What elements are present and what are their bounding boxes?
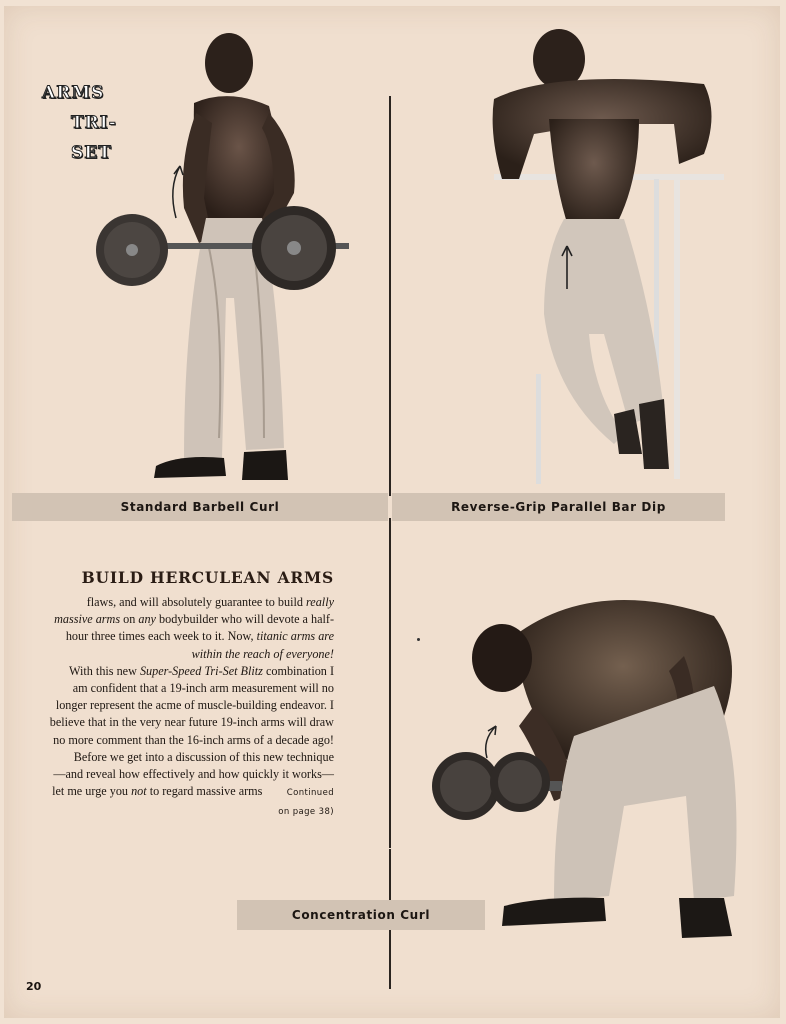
continued-note: Continued on page 38) [278,788,334,818]
title-line-1: ARMS [42,83,105,103]
caption-concentration-curl: Concentration Curl [237,900,485,930]
emphasis-text: Super-Speed Tri-Set Blitz [139,663,263,678]
title-line-3: SET [71,143,112,163]
vertical-divider-middle [389,518,391,848]
text-span: With this new [69,663,140,678]
article-body [49,594,334,822]
emphasis-text: not [131,784,147,799]
emphasis-text: titanic arms are within the reach of everyone! [191,629,334,661]
photo-parallel-bar-dip [474,14,734,489]
magazine-page [4,6,780,1018]
vertical-divider-top [389,96,391,496]
text-span: combination I am confident that a 19-inch arm measurement will no longer represent the acme of muscle-building endeavor. I believe that in the very near future 19-inch arms will draw no more comment than the 16-inch arms of a decade ago! [49,663,334,747]
emphasis-text: really massive arms [54,595,334,627]
text-span: on [120,612,139,627]
photo-concentration-curl [424,576,764,951]
text-span: flaws, and will absolutely guarantee to build [86,595,307,609]
text-span: to regard massive arms [146,784,263,799]
barbell-curl-illustration [84,18,354,488]
ink-dot [417,638,420,641]
paragraph-3 [49,749,334,822]
caption-parallel-bar-dip: Reverse-Grip Parallel Bar Dip [392,493,725,521]
paragraph-2 [49,663,334,749]
page-number: 20 [26,980,42,993]
text-span: Before we get into a discussion of this new technique—and reveal how effectively and how quickly it works—let me urge you [52,749,334,799]
title-line-2: TRI- [71,113,117,133]
paragraph-1 [49,594,334,663]
article-headline: BUILD HERCULEAN ARMS [81,568,334,587]
emphasis-text: any [138,612,156,627]
photo-barbell-curl [84,18,354,488]
text-span: bodybuilder who will devote a half-hour three times each week to it. Now, [65,612,334,644]
concentration-curl-illustration [424,576,764,951]
parallel-bar-dip-illustration [474,14,734,489]
caption-barbell-curl: Standard Barbell Curl [12,493,388,521]
